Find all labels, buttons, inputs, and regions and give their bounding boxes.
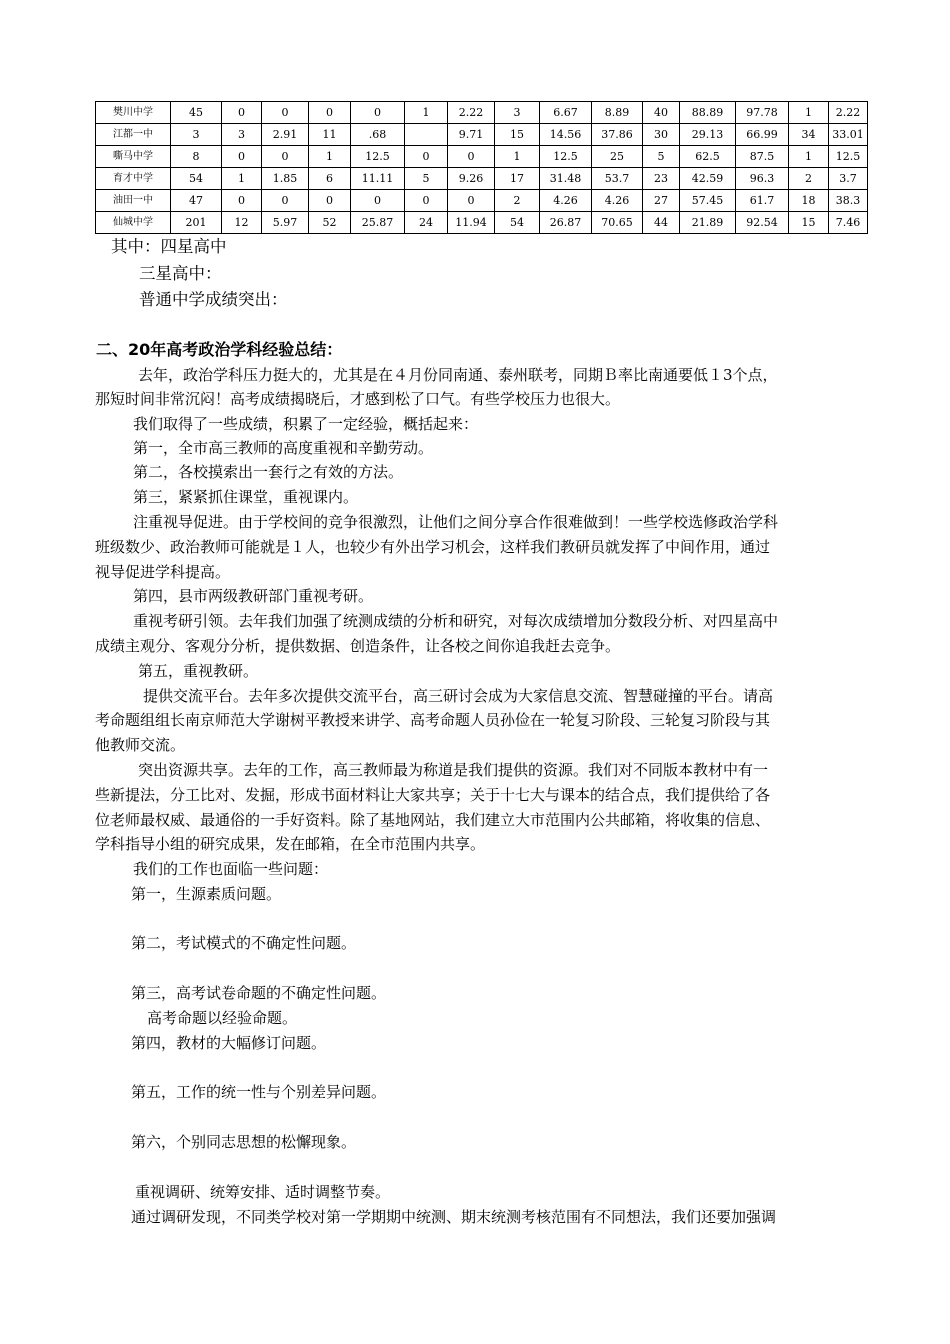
body-line: 成绩主观分、客观分分析，提供数据、创造条件，让各校之间你追我赶去竞争。 <box>95 637 621 655</box>
body-line: 第三，高考试卷命题的不确定性问题。 <box>131 984 387 1002</box>
table-cell: 8.89 <box>592 102 643 124</box>
table-cell: 5 <box>643 146 680 168</box>
section-heading: 二、20年高考政治学科经验总结： <box>96 340 343 359</box>
table-cell: 5 <box>405 168 448 190</box>
body-line: 班级数少、政治教师可能就是１人，也较少有外出学习机会，这样我们教研员就发挥了中间作用，通过 <box>95 538 771 556</box>
table-cell: 47 <box>171 190 222 212</box>
table-cell: 87.5 <box>736 146 789 168</box>
table-row <box>96 190 868 212</box>
table-row <box>96 124 868 146</box>
table-cell: 62.5 <box>680 146 736 168</box>
table-cell: 0 <box>448 146 495 168</box>
table-cell: 0 <box>309 190 351 212</box>
table-cell: 0 <box>222 102 262 124</box>
table-cell: 61.7 <box>736 190 789 212</box>
school-name-cell: 育才中学 <box>96 168 171 190</box>
table-cell: 42.59 <box>680 168 736 190</box>
table-cell: 26.87 <box>540 212 592 234</box>
table-cell: 9.71 <box>448 124 495 146</box>
table-row <box>96 146 868 168</box>
table-cell: 21.89 <box>680 212 736 234</box>
body-line: 第二，考试模式的不确定性问题。 <box>131 934 357 952</box>
body-line: 他教师交流。 <box>95 736 186 754</box>
table-cell: 11.94 <box>448 212 495 234</box>
table-row <box>96 212 868 234</box>
body-line: 重视调研、统筹安排、适时调整节奏。 <box>135 1183 391 1201</box>
table-cell: 12.5 <box>829 146 868 168</box>
table-cell: .68 <box>351 124 405 146</box>
body-line: 通过调研发现，不同类学校对第一学期期中统测、期末统测考核范围有不同想法，我们还要加强调 <box>131 1208 777 1226</box>
table-cell: 37.86 <box>592 124 643 146</box>
school-name-cell: 油田一中 <box>96 190 171 212</box>
table-cell: 12 <box>222 212 262 234</box>
table-cell: 1 <box>789 102 829 124</box>
body-line: 第四，县市两级教研部门重视考研。 <box>133 587 374 605</box>
body-line: 我们取得了一些成绩，积累了一定经验，概括起来： <box>133 415 479 433</box>
note-four-star: 其中：四星高中 <box>111 237 227 256</box>
table-cell: 7.46 <box>829 212 868 234</box>
table-cell: 52 <box>309 212 351 234</box>
body-line: 第六，个别同志思想的松懈现象。 <box>131 1133 357 1151</box>
table-cell: 3 <box>222 124 262 146</box>
body-line: 位老师最权威、最通俗的一手好资料。除了基地网站，我们建立大市范围内公共邮箱，将收集的信息、 <box>95 811 771 829</box>
body-line: 些新提法，分工比对、发掘，形成书面材料让大家共享；关于十七大与课本的结合点，我们提供给了各 <box>95 786 771 804</box>
body-line: 提供交流平台。去年多次提供交流平台，高三研讨会成为大家信息交流、智慧碰撞的平台。请高 <box>143 687 774 705</box>
score-table-body <box>96 102 868 234</box>
table-cell: 3.7 <box>829 168 868 190</box>
table-cell: 1.85 <box>262 168 309 190</box>
table-cell: 54 <box>495 212 540 234</box>
table-cell: 33.01 <box>829 124 868 146</box>
table-cell: 34 <box>789 124 829 146</box>
table-cell: 88.89 <box>680 102 736 124</box>
table-cell: 15 <box>495 124 540 146</box>
school-name-cell: 嘶马中学 <box>96 146 171 168</box>
table-cell: 44 <box>643 212 680 234</box>
note-ordinary: 普通中学成绩突出： <box>139 290 288 309</box>
table-cell: 24 <box>405 212 448 234</box>
table-cell: 2.22 <box>448 102 495 124</box>
body-line: 第五，重视教研。 <box>138 662 259 680</box>
table-cell: 0 <box>222 146 262 168</box>
table-cell: 25 <box>592 146 643 168</box>
table-cell: 9.26 <box>448 168 495 190</box>
table-cell: 57.45 <box>680 190 736 212</box>
table-cell: 0 <box>351 190 405 212</box>
body-line: 第一，全市高三教师的高度重视和辛勤劳动。 <box>133 439 434 457</box>
table-cell: 31.48 <box>540 168 592 190</box>
table-cell: 2.22 <box>829 102 868 124</box>
table-cell: 12.5 <box>351 146 405 168</box>
body-line: 我们的工作也面临一些问题： <box>133 860 329 878</box>
table-cell: 0 <box>351 102 405 124</box>
table-cell: 18 <box>789 190 829 212</box>
table-cell: 5.97 <box>262 212 309 234</box>
table-cell: 38.3 <box>829 190 868 212</box>
note-three-star: 三星高中： <box>139 264 222 283</box>
table-cell: 8 <box>171 146 222 168</box>
table-cell: 0 <box>405 146 448 168</box>
school-name-cell: 仙城中学 <box>96 212 171 234</box>
table-cell: 0 <box>309 102 351 124</box>
table-cell: 11.11 <box>351 168 405 190</box>
table-cell: 45 <box>171 102 222 124</box>
table-cell: 12.5 <box>540 146 592 168</box>
table-cell: 27 <box>643 190 680 212</box>
body-line: 考命题组组长南京师范大学谢树平教授来讲学、高考命题人员孙俭在一轮复习阶段、三轮复习阶段与其 <box>95 711 771 729</box>
table-cell: 2.91 <box>262 124 309 146</box>
table-cell: 66.99 <box>736 124 789 146</box>
body-line: 那短时间非常沉闷！高考成绩揭晓后，才感到松了口气。有些学校压力也很大。 <box>95 390 621 408</box>
table-cell: 96.3 <box>736 168 789 190</box>
body-line: 重视考研引领。去年我们加强了统测成绩的分析和研究，对每次成绩增加分数段分析、对四星高中 <box>133 612 779 630</box>
body-line: 第一，生源素质问题。 <box>131 885 282 903</box>
table-cell <box>405 124 448 146</box>
table-cell: 6.67 <box>540 102 592 124</box>
table-cell: 70.65 <box>592 212 643 234</box>
table-cell: 1 <box>309 146 351 168</box>
table-cell: 1 <box>495 146 540 168</box>
table-cell: 0 <box>448 190 495 212</box>
table-cell: 1 <box>789 146 829 168</box>
table-cell: 4.26 <box>540 190 592 212</box>
body-line: 注重视导促进。由于学校间的竞争很激烈，让他们之间分享合作很难做到！一些学校选修政治学科 <box>133 513 779 531</box>
table-row <box>96 168 868 190</box>
table-cell: 3 <box>171 124 222 146</box>
table-cell: 0 <box>262 102 309 124</box>
school-name-cell: 江都一中 <box>96 124 171 146</box>
body-line: 第三，紧紧抓住课堂，重视课内。 <box>133 488 359 506</box>
table-cell: 40 <box>643 102 680 124</box>
school-name-cell: 樊川中学 <box>96 102 171 124</box>
table-cell: 23 <box>643 168 680 190</box>
table-cell: 25.87 <box>351 212 405 234</box>
table-cell: 30 <box>643 124 680 146</box>
table-cell: 11 <box>309 124 351 146</box>
table-cell: 0 <box>262 146 309 168</box>
body-line: 视导促进学科提高。 <box>95 563 231 581</box>
table-cell: 4.26 <box>592 190 643 212</box>
body-line: 第二，各校摸索出一套行之有效的方法。 <box>133 463 404 481</box>
table-cell: 92.54 <box>736 212 789 234</box>
table-cell: 1 <box>405 102 448 124</box>
table-cell: 6 <box>309 168 351 190</box>
table-row <box>96 102 868 124</box>
table-cell: 3 <box>495 102 540 124</box>
table-cell: 0 <box>222 190 262 212</box>
body-line: 去年，政治学科压力挺大的，尤其是在４月份同南通、泰州联考，同期Ｂ率比南通要低１3个点， <box>138 366 778 384</box>
table-cell: 2 <box>495 190 540 212</box>
table-cell: 54 <box>171 168 222 190</box>
table-cell: 15 <box>789 212 829 234</box>
table-cell: 14.56 <box>540 124 592 146</box>
table-cell: 0 <box>405 190 448 212</box>
table-cell: 97.78 <box>736 102 789 124</box>
table-cell: 0 <box>262 190 309 212</box>
table-cell: 2 <box>789 168 829 190</box>
table-cell: 53.7 <box>592 168 643 190</box>
body-line: 学科指导小组的研究成果，发在邮箱，在全市范围内共享。 <box>95 835 486 853</box>
table-cell: 29.13 <box>680 124 736 146</box>
body-line: 突出资源共享。去年的工作，高三教师最为称道是我们提供的资源。我们对不同版本教材中有一 <box>138 761 769 779</box>
body-line: 第五，工作的统一性与个别差异问题。 <box>131 1083 387 1101</box>
table-cell: 1 <box>222 168 262 190</box>
body-line: 第四，教材的大幅修订问题。 <box>131 1034 327 1052</box>
table-cell: 201 <box>171 212 222 234</box>
score-table <box>95 101 868 234</box>
body-line: 高考命题以经验命题。 <box>147 1009 298 1027</box>
table-cell: 17 <box>495 168 540 190</box>
